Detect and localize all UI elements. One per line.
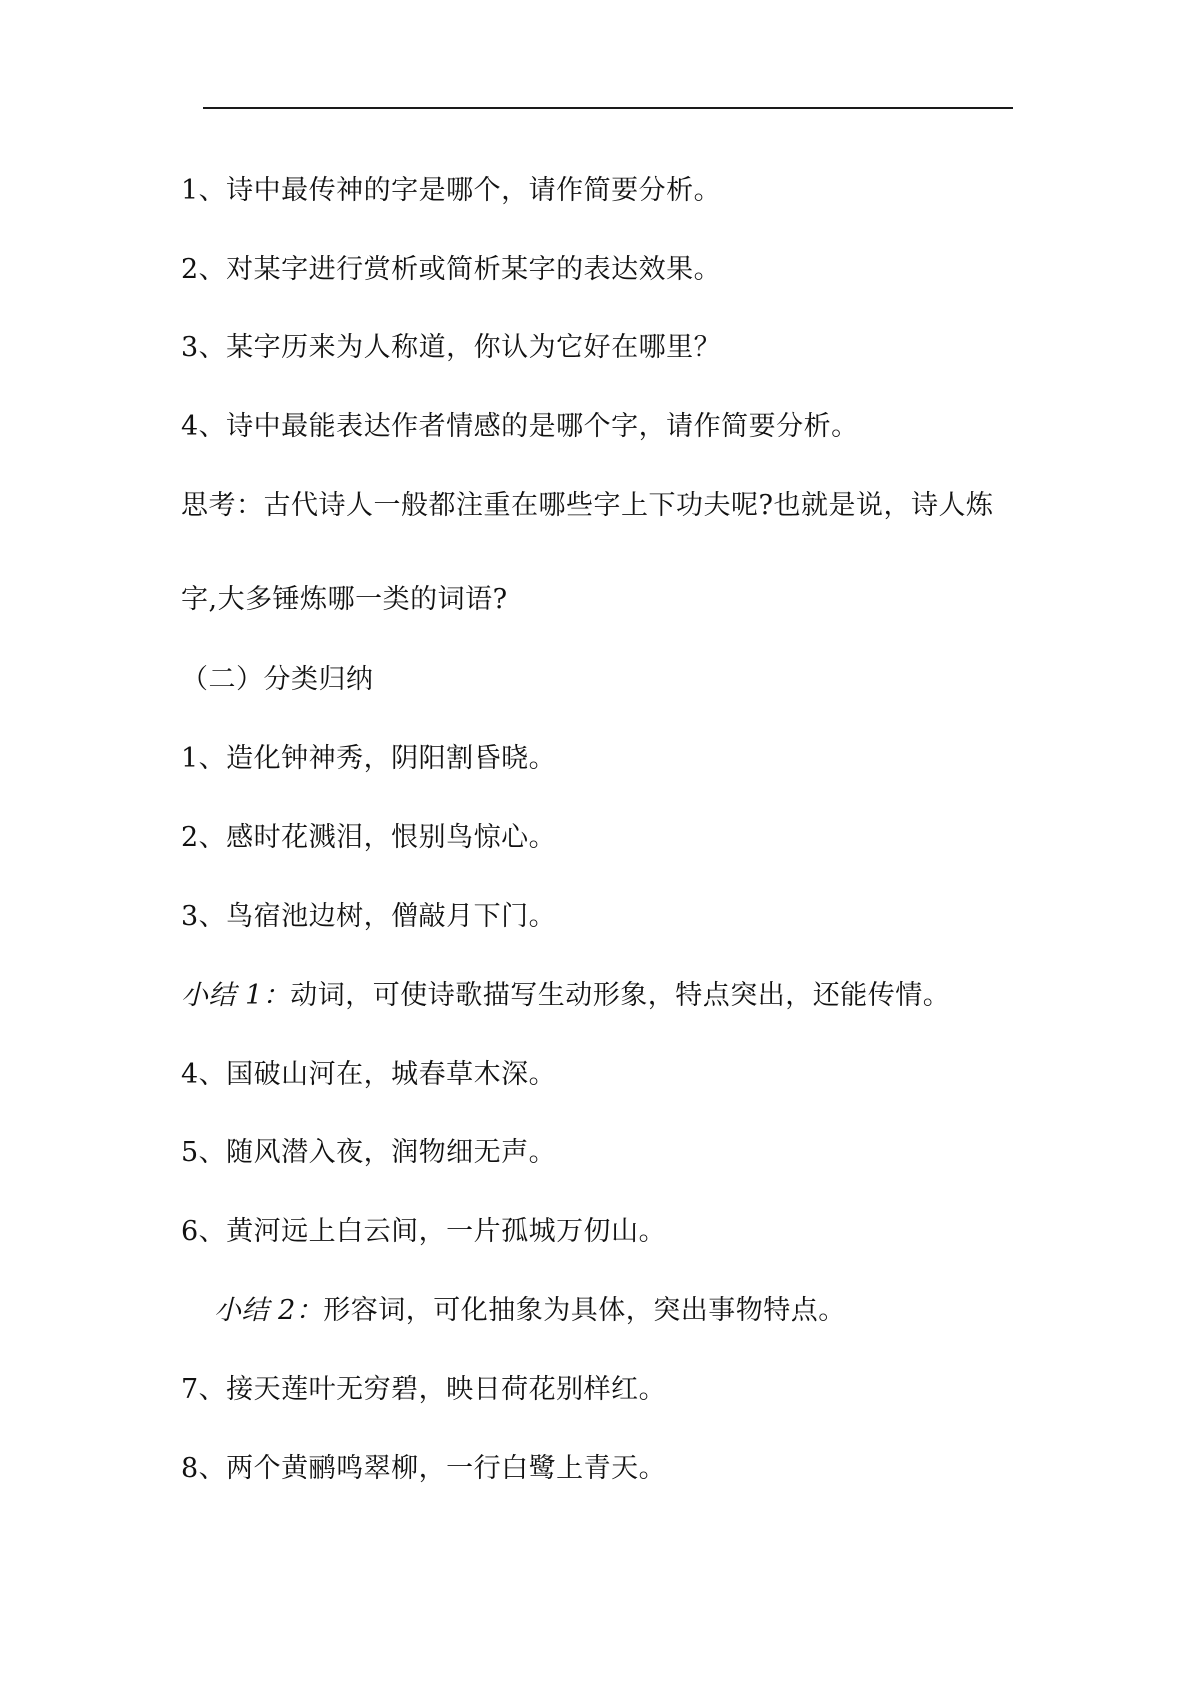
header-rule	[203, 107, 1013, 109]
verb-example-2: 2、感时花溅泪，恨别鸟惊心。	[181, 822, 557, 853]
summary-1	[181, 979, 950, 1013]
question-item-4: 4、诗中最能表达作者情感的是哪个字，请作简要分析。	[181, 411, 859, 442]
summary-1-lead: 小结 1：	[181, 980, 291, 1011]
summary-2-lead: 小结 2：	[214, 1295, 324, 1326]
verb-example-3: 3、鸟宿池边树，僧敲月下门。	[181, 901, 557, 932]
thinking-paragraph-line2: 字,大多锤炼哪一类的词语?	[181, 584, 508, 615]
verb-example-1: 1、造化钟神秀，阴阳割昏晓。	[181, 743, 557, 774]
thinking-paragraph-line1: 思考：古代诗人一般都注重在哪些字上下功夫呢?也就是说，诗人炼	[181, 490, 994, 521]
question-item-3: 3、某字历来为人称道，你认为它好在哪里？	[181, 332, 722, 363]
question-item-2: 2、对某字进行赏析或简析某字的表达效果。	[181, 254, 722, 285]
summary-1-text: 动词，可使诗歌描写生动形象，特点突出，还能传情。	[290, 980, 951, 1011]
adjective-example-6: 6、黄河远上白云间，一片孤城万仞山。	[181, 1216, 667, 1247]
question-item-1: 1、诗中最传神的字是哪个，请作简要分析。	[181, 175, 722, 206]
color-example-7: 7、接天莲叶无穷碧，映日荷花别样红。	[181, 1374, 667, 1405]
color-example-8: 8、两个黄鹂鸣翠柳，一行白鹭上青天。	[181, 1453, 667, 1484]
summary-2-text: 形容词，可化抽象为具体，突出事物特点。	[323, 1295, 846, 1326]
adjective-example-5: 5、随风潜入夜，润物细无声。	[181, 1137, 557, 1168]
summary-2	[214, 1294, 846, 1328]
section-heading: （二）分类归纳	[181, 664, 374, 695]
adjective-example-4: 4、国破山河在，城春草木深。	[181, 1059, 557, 1090]
